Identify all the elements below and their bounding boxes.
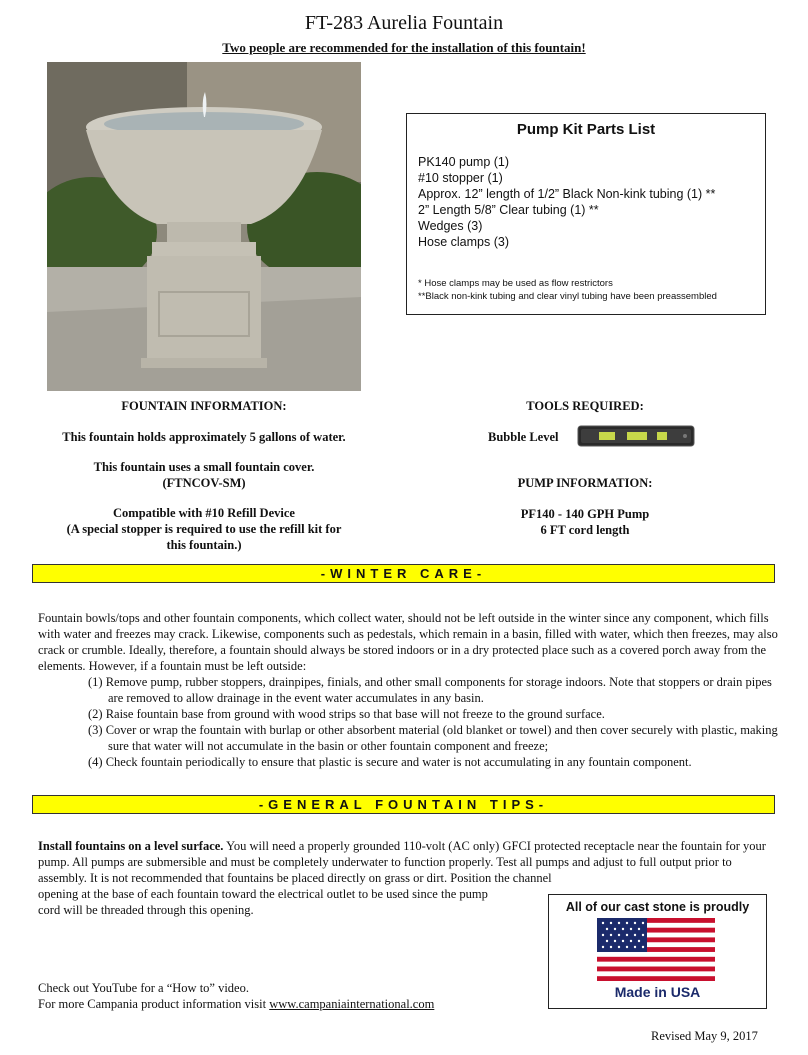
pump-kit-box	[406, 113, 766, 315]
general-tips-text-2	[38, 886, 538, 918]
revised-date: Revised May 9, 2017	[651, 1029, 758, 1043]
winter-care-text	[38, 610, 778, 770]
fountain-info-heading: FOUNTAIN INFORMATION:	[121, 399, 287, 413]
cover-code: (FTNCOV-SM)	[162, 476, 246, 490]
refill-line: (A special stopper is required to use the refill kit for	[66, 522, 342, 536]
bubble-level-icon	[577, 424, 695, 448]
page-subtitle: Two people are recommended for the installation of this fountain!	[222, 40, 586, 55]
campania-link[interactable]: www.campaniainternational.com	[269, 997, 435, 1011]
general-tips-bar: -GENERAL FOUNTAIN TIPS-	[32, 795, 775, 814]
list-item: Wedges (3)	[418, 219, 483, 233]
general-body-line: opening at the base of each fountain toward the electrical outlet to be used since the pump	[38, 887, 488, 901]
pump-model: PF140 - 140 GPH Pump	[520, 507, 650, 521]
badge-bottom-text: Made in USA	[614, 984, 701, 1000]
badge-top-text: All of our cast stone is proudly	[565, 900, 750, 914]
note: * Hose clamps may be used as flow restrictors	[418, 278, 613, 289]
note: **Black non-kink tubing and clear vinyl tubing have been preassembled	[418, 291, 717, 302]
us-flag-icon	[597, 918, 715, 981]
list-item: 2” Length 5/8” Clear tubing (1) **	[418, 203, 599, 217]
refill-line: Compatible with #10 Refill Device	[113, 506, 295, 520]
pump-cord: 6 FT cord length	[540, 523, 630, 537]
tools-heading: TOOLS REQUIRED:	[526, 399, 644, 413]
list-item: Hose clamps (3)	[418, 235, 509, 249]
pump-kit-items	[418, 154, 715, 250]
list-item: (3) Cover or wrap the fountain with burlap or other absorbent material (old blanket or towel) and then cover securely with plastic, making sure that water will not accumulate in the basin or other fountain component and freeze;	[88, 723, 778, 753]
winter-care-bar: -WINTER CARE-	[32, 564, 775, 583]
winter-intro: Fountain bowls/tops and other fountain components, which collect water, should not be left outside in the winter since any component, which fills with water and freezes may crack. Likewise, components such as pedestals, which remain in a basin, filled with water, which then freezes, may also crack or crumble. Ideally, therefore, a fountain should always be stored indoors or in a dry protected place such as a covered porch away from the elements. However, if a fountain must be left outside:	[38, 611, 778, 673]
youtube-note: Check out YouTube for a “How to” video.	[38, 981, 249, 995]
general-body-line: cord will be threaded through this opening.	[38, 903, 254, 917]
tool-bubble-level: Bubble Level	[488, 430, 559, 444]
pump-info-heading: PUMP INFORMATION:	[517, 476, 653, 490]
list-item: PK140 pump (1)	[418, 155, 510, 169]
fountain-refill	[38, 505, 370, 553]
general-body: You will need a properly grounded 110-volt (AC only) GFCI protected receptacle near the fountain for your pump. All pumps are submersible and must be completely underwater to function properly. Test all pumps and adjust to full output prior to assembly. It is not recommended that fountains be placed directly on grass or dirt. Position the channel	[38, 839, 766, 885]
fountain-cover	[38, 459, 370, 491]
page-title: FT-283 Aurelia Fountain	[304, 12, 504, 34]
refill-line: this fountain.)	[166, 538, 242, 552]
fountain-photo	[47, 62, 361, 391]
general-tips-text	[38, 838, 778, 886]
list-item: Approx. 12” length of 1/2” Black Non-kink tubing (1) **	[418, 187, 716, 201]
more-info-prefix: For more Campania product information visit	[38, 997, 270, 1011]
general-lead: Install fountains on a level surface.	[38, 839, 224, 853]
made-in-usa-badge	[548, 894, 767, 1009]
pump-kit-notes	[418, 277, 717, 303]
more-info-line	[38, 996, 434, 1012]
list-item: #10 stopper (1)	[418, 171, 503, 185]
fountain-capacity: This fountain holds approximately 5 gallons of water.	[62, 430, 346, 444]
list-item: (4) Check fountain periodically to ensure that plastic is secure and water is not accumulating in any fountain component.	[88, 755, 692, 769]
list-item: (1) Remove pump, rubber stoppers, drainpipes, finials, and other small components for storage indoors. Note that stoppers or drain pipes are removed to allow drainage in the event water accumulates in any basin.	[88, 675, 772, 705]
list-item: (2) Raise fountain base from ground with wood strips so that base will not freeze to the ground surface.	[88, 707, 605, 721]
cover-line: This fountain uses a small fountain cover.	[93, 460, 315, 474]
winter-steps	[38, 674, 778, 770]
pump-kit-heading: Pump Kit Parts List	[516, 121, 656, 138]
